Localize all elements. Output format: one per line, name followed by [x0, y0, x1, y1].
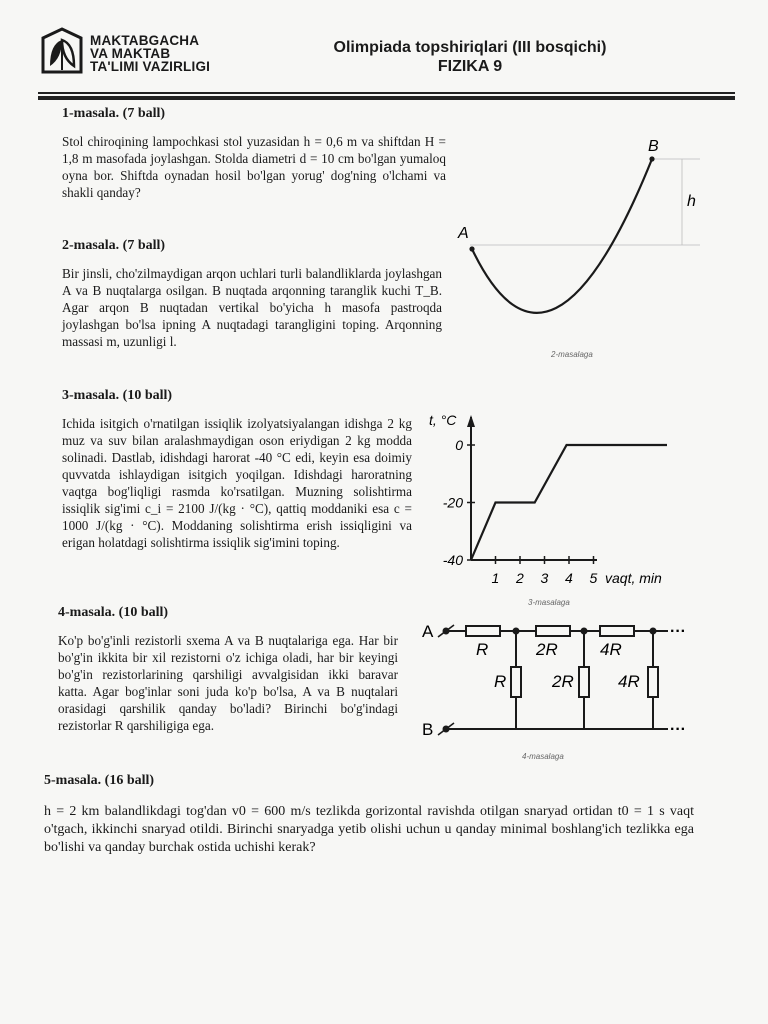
fig2-label-b: B	[648, 138, 659, 155]
chart-y-arrow	[467, 415, 475, 427]
figure-3-temperature-chart	[425, 405, 715, 610]
task-4-title: 4-masala. (10 ball)	[58, 605, 169, 620]
shunt-label-1: R	[494, 672, 507, 691]
task-3-text: Ichida isitgich o'rnatilgan issiqlik izolyatsiyalangan idishga 2 kg muz va suv bilan aralashmaydigan oson eriydigan 2 kg modda solinadi. Dastlab, idishdagi harorat -40 °C edi, keyin esa doimiy quvvatda ishlaydigan isitgich yoqilgan. Idishdagi haroratning vaqtga bog'liqligi rasmda ko'rsatilgan. Muzning solishtirma issiqlik sig'imi c_i = 2100 J/(kg · °C), qattiq moddaniki esa c = 1000 J/(kg · °C). Moddaning solishtirma erish issiqligini va erigan holatdagi solishtirma issiqlik sig'imini toping.	[62, 416, 412, 550]
chart-axes	[467, 415, 597, 560]
shunt-resistor-3	[648, 667, 658, 697]
fig4-label-b: B	[422, 720, 434, 739]
shunt-resistor-2	[579, 667, 589, 697]
chart-y-tick-label: -20	[442, 494, 463, 511]
fig2-point-b	[649, 156, 654, 161]
page-title	[290, 38, 650, 76]
chart-x-tick-label: 2	[516, 570, 524, 586]
chart-y-tick-label: 0	[455, 437, 463, 453]
fig4-label-a: A	[422, 622, 434, 641]
chart-x-axis-label: vaqt, min	[605, 570, 662, 586]
series-label-2: 2R	[536, 640, 558, 659]
figure-4-resistor-ladder	[418, 615, 718, 763]
task-1-text: Stol chiroqining lampochkasi stol yuzasidan h = 0,6 m va shiftdan H = 1,8 m masofada joylashgan. Stolda diametri d = 10 cm bo'lgan yumaloq oyna bor. Shiftda oynadan hosil bo'lgan yorug' dog'ning o'lchami va shakli qanday?	[62, 134, 446, 200]
fig3-caption: 3-masalaga	[528, 598, 570, 607]
task-4-text: Ko'p bo'g'inli rezistorli sxema A va B nuqtalariga ega. Har bir bo'g'in ikkita bir xil rezistorni o'z ichiga oladi, har bir keyingi bo'g'in rezistorlarining qarshiligi avvalgisidan ikki baravar katta. Agar bog'inlar soni juda ko'p bo'lsa, A va B nuqtalari orasidagi qarshilik qanday bo'ladi? Birinchi bo'g'indagi rezistorlar R qarshiligiga ega.	[58, 633, 398, 733]
chart-y-tick-label: -40	[442, 552, 463, 568]
continuation-dots-bottom: ···	[670, 721, 686, 738]
fig2-point-a	[469, 246, 474, 251]
chart-x-tick-label: 5	[589, 570, 598, 586]
chart-y-axis-label: t, °C	[429, 412, 457, 428]
series-resistor-2	[536, 626, 570, 636]
chart-ticks	[443, 437, 598, 586]
chart-x-tick-label: 1	[491, 570, 500, 586]
task-3-title: 3-masala. (10 ball)	[62, 388, 173, 403]
figure-2-rope	[450, 132, 720, 364]
shunt-label-3: 4R	[618, 672, 640, 691]
ministry-name	[90, 34, 210, 73]
header-divider-thin	[38, 92, 735, 94]
task-2-title: 2-masala. (7 ball)	[62, 238, 166, 253]
chart-x-tick-label: 4	[565, 570, 573, 586]
series-resistor-1	[466, 626, 500, 636]
node-top-3	[650, 628, 657, 635]
subject-title: FIZIKA 9	[437, 58, 503, 75]
task-5-text: h = 2 km balandlikdagi tog'dan v0 = 600 m/s tezlikda gorizontal ravishda otilgan snaryad ortidan t0 = 1 s vaqt o'tgach, ikkinchi snaryad otildi. Birinchi snaryadga yetib olishi uchun u qanday minimal boshlang'ich tezlikka ega bo'lishi va qanday burchak ostida uchishi kerak?	[44, 804, 694, 855]
chart-x-tick-label: 3	[540, 570, 549, 586]
ministry-line-3: TA'LIMI VAZIRLIGI	[90, 59, 211, 74]
fig2-caption: 2-masalaga	[551, 350, 593, 359]
node-top-2	[581, 628, 588, 635]
series-resistor-3	[600, 626, 634, 636]
series-label-3: 4R	[600, 640, 622, 659]
task-5-title: 5-masala. (16 ball)	[44, 773, 155, 788]
continuation-dots-top: ···	[670, 623, 686, 640]
fig2-rope-curve	[472, 159, 652, 313]
fig4-caption: 4-masalaga	[522, 752, 564, 761]
logo-icon	[40, 26, 84, 76]
chart-series-temperature	[471, 445, 667, 560]
ministry-line-1: MAKTABGACHA	[90, 33, 200, 48]
task-2-text: Bir jinsli, cho'zilmaydigan arqon uchlari turli balandliklarda joylashgan A va B nuqtalarga osilgan. B nuqtada arqonning taranglik kuchi T_B. Agar arqon B nuqtadan vertikal bo'yicha h masofa pastroqda joylashgan bo'lsa ipning A nuqtadagi tarangligini toping. Arqonning massasi m, uzunligi l.	[62, 266, 442, 349]
header-divider-thick	[38, 96, 735, 100]
task-1-title: 1-masala. (7 ball)	[62, 106, 166, 121]
olympiad-title: Olimpiada topshiriqlari (III bosqichi)	[333, 39, 607, 56]
fig2-label-a: A	[458, 225, 469, 242]
shunt-label-2: 2R	[552, 672, 574, 691]
ministry-line-2: VA MAKTAB	[90, 46, 171, 61]
ministry-logo	[40, 26, 84, 76]
node-top-1	[513, 628, 520, 635]
fig2-label-h: h	[687, 193, 696, 210]
series-label-1: R	[476, 640, 489, 659]
shunt-resistor-1	[511, 667, 521, 697]
